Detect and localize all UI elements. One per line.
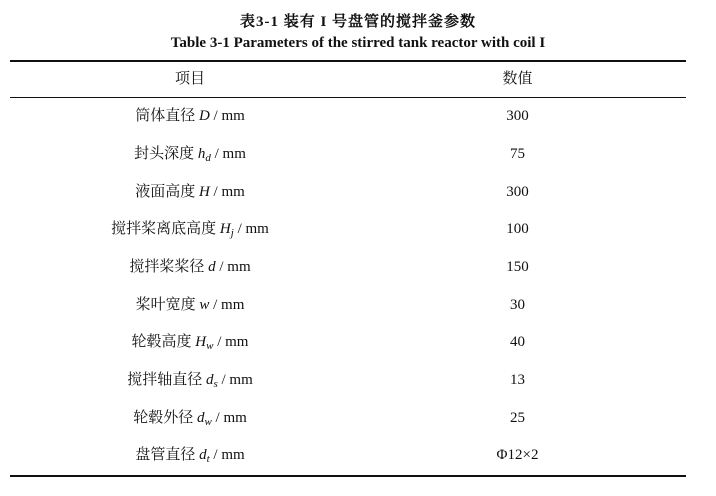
- table-row: [10, 437, 686, 473]
- table-row: [10, 324, 686, 360]
- row-parameter: [10, 437, 370, 473]
- table-row: [10, 249, 686, 285]
- row-label: 桨叶宽度: [135, 297, 196, 313]
- header-value: 数值: [502, 71, 533, 87]
- table-row: [10, 136, 686, 172]
- table-row: [10, 98, 686, 134]
- row-parameter: [10, 174, 370, 210]
- row-unit: / mm: [219, 259, 251, 275]
- row-parameter: [10, 400, 370, 436]
- row-subscript: t: [206, 453, 210, 465]
- row-value: Φ12×2: [496, 447, 539, 463]
- row-parameter: [10, 249, 370, 285]
- row-value: 25: [510, 410, 525, 426]
- row-unit: / mm: [213, 108, 245, 124]
- row-label: 轮毂外径: [133, 410, 194, 426]
- row-parameter: [10, 287, 370, 323]
- row-label: 搅拌轴直径: [127, 372, 203, 388]
- row-symbol: H: [219, 221, 231, 237]
- row-symbol: d: [205, 372, 214, 388]
- row-value: 75: [510, 146, 525, 162]
- row-value: 150: [506, 259, 529, 275]
- row-symbol: d: [208, 259, 216, 275]
- table-row: [10, 287, 686, 323]
- row-subscript: j: [230, 227, 234, 239]
- table-caption-chinese: 表3-1 装有 I 号盘管的搅拌釜参数: [239, 14, 477, 30]
- row-parameter: [10, 136, 370, 172]
- row-unit: / mm: [221, 372, 253, 388]
- table-row: [10, 362, 686, 398]
- table-row: [10, 400, 686, 436]
- row-unit: / mm: [237, 221, 269, 237]
- row-value: 13: [510, 372, 525, 388]
- row-symbol: d: [199, 447, 207, 463]
- row-unit: / mm: [213, 297, 245, 313]
- row-label: 封头深度: [134, 146, 195, 162]
- row-label: 搅拌桨离底高度: [111, 221, 217, 237]
- row-symbol: d: [196, 410, 205, 426]
- table-bottom-rule: [10, 475, 686, 477]
- row-label: 液面高度: [135, 184, 196, 200]
- row-parameter: [10, 362, 370, 398]
- table-header-row: [10, 61, 686, 97]
- row-symbol: D: [198, 108, 210, 124]
- row-symbol: H: [195, 334, 207, 350]
- row-label: 盘管直径: [135, 447, 196, 463]
- row-subscript: s: [213, 378, 218, 390]
- row-unit: / mm: [217, 334, 249, 350]
- table-caption-english: Table 3-1 Parameters of the stirred tank reactor with coil I: [170, 35, 546, 51]
- row-unit: / mm: [213, 447, 245, 463]
- row-value: 30: [510, 297, 525, 313]
- row-parameter: [10, 211, 370, 247]
- row-subscript: w: [204, 416, 212, 428]
- row-symbol: h: [197, 146, 206, 162]
- row-value: 100: [506, 221, 529, 237]
- row-label: 筒体直径: [135, 108, 196, 124]
- table-row: [10, 211, 686, 247]
- row-value: 300: [506, 184, 529, 200]
- row-value: 300: [506, 108, 529, 124]
- row-parameter: [10, 98, 370, 134]
- header-item: 项目: [174, 71, 205, 87]
- row-value: 40: [510, 334, 525, 350]
- row-unit: / mm: [215, 410, 247, 426]
- row-symbol: w: [199, 297, 210, 313]
- row-label: 轮毂高度: [131, 334, 192, 350]
- row-unit: / mm: [213, 184, 245, 200]
- row-label: 搅拌桨桨径: [129, 259, 205, 275]
- row-symbol: H: [198, 184, 210, 200]
- table-row: [10, 174, 686, 210]
- row-parameter: [10, 324, 370, 360]
- row-subscript: w: [206, 340, 214, 352]
- row-subscript: d: [205, 152, 211, 164]
- row-unit: / mm: [214, 146, 246, 162]
